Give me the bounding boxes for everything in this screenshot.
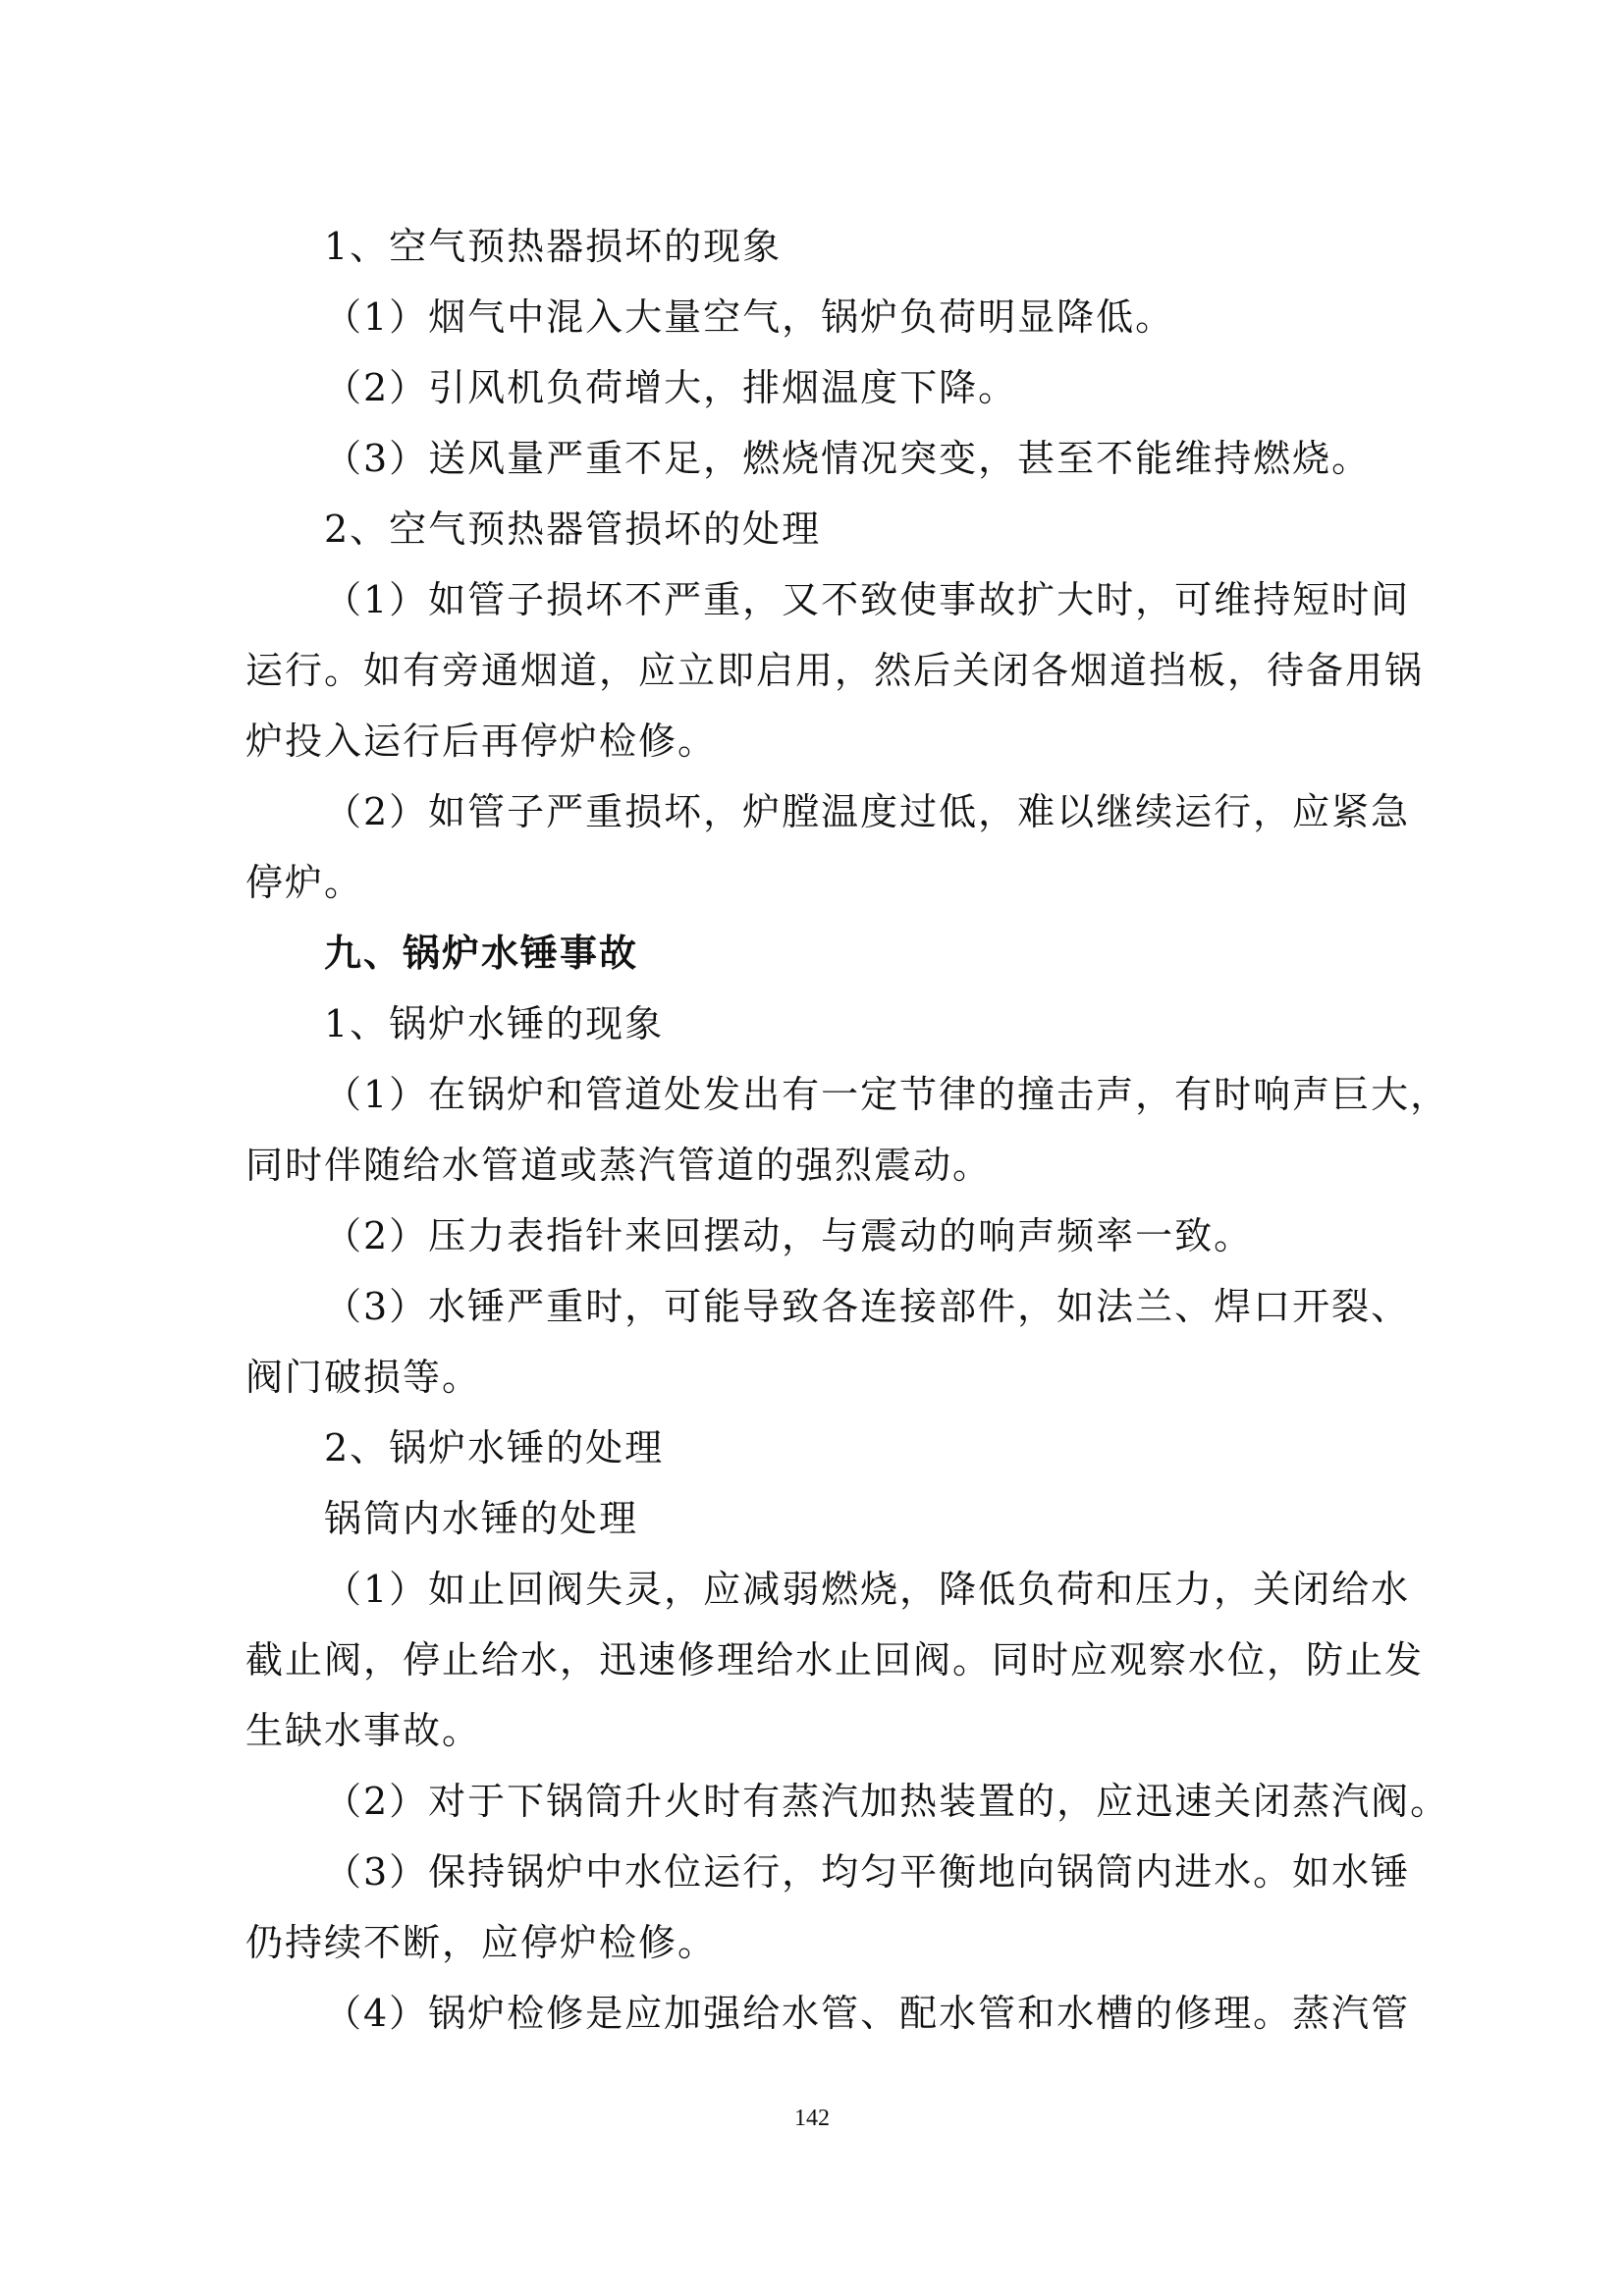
paragraph-line: 同时伴随给水管道或蒸汽管道的强烈震动。	[245, 1144, 993, 1187]
paragraph-line: （1）在锅炉和管道处发出有一定节律的撞击声，有时响声巨大，	[324, 1073, 1450, 1116]
paragraph-line: （2）引风机负荷增大，排烟温度下降。	[324, 366, 1018, 409]
paragraph-line: 生缺水事故。	[245, 1709, 482, 1752]
subheading-treatment: 2、锅炉水锤的处理	[324, 1426, 665, 1469]
paragraph-line: （1）如管子损坏不严重，又不致使事故扩大时，可维持短时间	[324, 578, 1411, 621]
subheading-phenomenon: 1、空气预热器损坏的现象	[324, 225, 783, 268]
paragraph-line: （1）烟气中混入大量空气，锅炉负荷明显降低。	[324, 295, 1175, 339]
paragraph-line: 运行。如有旁通烟道，应立即启用，然后关闭各烟道挡板，待备用锅	[245, 649, 1425, 692]
subheading-phenomenon: 1、锅炉水锤的现象	[324, 1002, 665, 1045]
paragraph-line: （2）压力表指针来回摆动，与震动的响声频率一致。	[324, 1214, 1254, 1257]
paragraph-line: 停炉。	[245, 861, 364, 904]
paragraph-line: 截止阀，停止给水，迅速修理给水止回阀。同时应观察水位，防止发	[245, 1638, 1425, 1682]
paragraph-line: 炉投入运行后再停炉检修。	[245, 720, 718, 763]
page-body	[245, 211, 1450, 2049]
paragraph-line: 仍持续不断，应停炉检修。	[245, 1921, 718, 1964]
subheading-drum-water-hammer: 锅筒内水锤的处理	[324, 1497, 639, 1540]
section-heading: 九、锅炉水锤事故	[324, 932, 639, 975]
paragraph-line: （2）如管子严重损坏，炉膛温度过低，难以继续运行，应紧急	[324, 790, 1411, 833]
paragraph-line: （4）锅炉检修是应加强给水管、配水管和水槽的修理。蒸汽管	[324, 1992, 1411, 2035]
paragraph-line: （2）对于下锅筒升火时有蒸汽加热装置的，应迅速关闭蒸汽阀。	[324, 1780, 1450, 1823]
paragraph-line: （3）保持锅炉中水位运行，均匀平衡地向锅筒内进水。如水锤	[324, 1850, 1411, 1894]
paragraph-line: （3）送风量严重不足，燃烧情况突变，甚至不能维持燃烧。	[324, 437, 1372, 480]
paragraph-line: （3）水锤严重时，可能导致各连接部件，如法兰、焊口开裂、	[324, 1285, 1411, 1328]
subheading-treatment: 2、空气预热器管损坏的处理	[324, 507, 822, 551]
page-number: 142	[794, 2106, 830, 2131]
paragraph-line: 阀门破损等。	[245, 1356, 482, 1399]
paragraph-line: （1）如止回阀失灵，应减弱燃烧，降低负荷和压力，关闭给水	[324, 1568, 1411, 1611]
